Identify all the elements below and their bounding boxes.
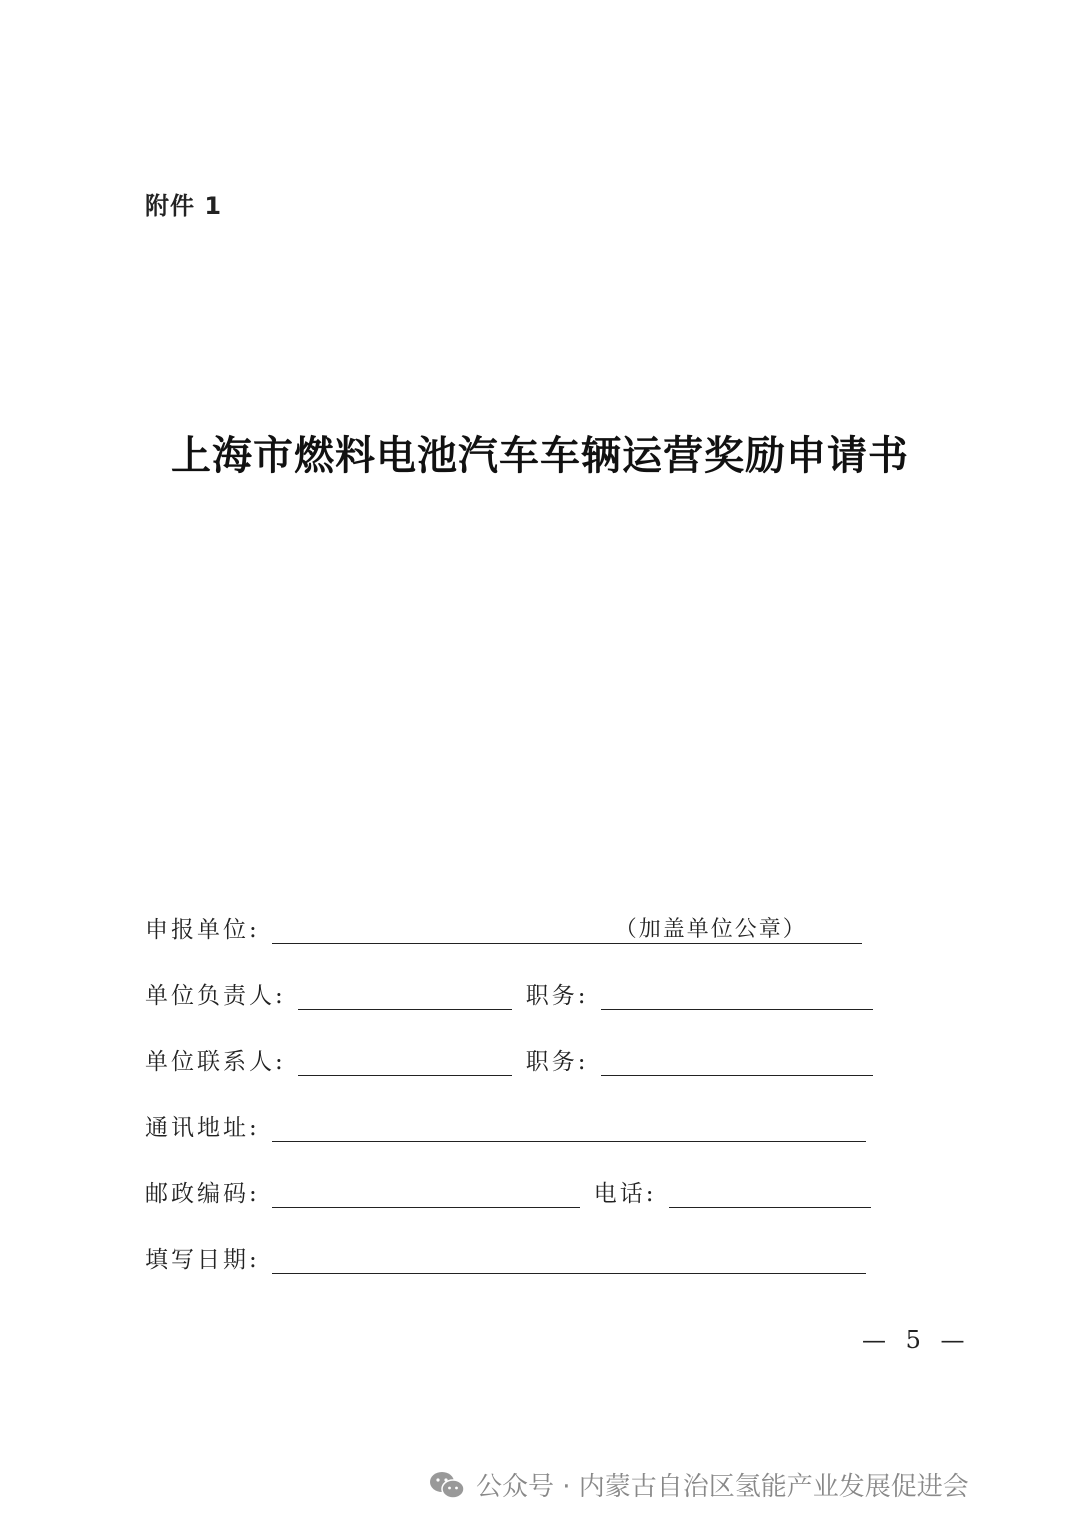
address-label: 通讯地址: <box>145 1115 260 1141</box>
contact-position-label: 职务: <box>525 1049 589 1075</box>
postcode-row <box>145 1142 885 1208</box>
watermark <box>428 1466 969 1503</box>
phone-field[interactable] <box>669 1177 871 1208</box>
leader-position-field[interactable] <box>601 979 873 1010</box>
wechat-icon <box>428 1469 466 1501</box>
date-row <box>145 1208 885 1274</box>
applicant-label: 申报单位: <box>145 917 260 943</box>
seal-note: （加盖单位公章） <box>614 917 807 942</box>
leader-field[interactable] <box>298 979 512 1010</box>
applicant-field[interactable] <box>272 913 862 944</box>
contact-field[interactable] <box>298 1045 512 1076</box>
document-title: 上海市燃料电池汽车车辆运营奖励申请书 <box>171 432 909 479</box>
postcode-label: 邮政编码: <box>145 1181 260 1207</box>
leader-position-label: 职务: <box>525 983 589 1009</box>
page-number: — 5 — <box>862 1326 971 1354</box>
leader-label: 单位负责人: <box>145 983 286 1009</box>
contact-row <box>145 1010 885 1076</box>
leader-row <box>145 944 885 1010</box>
attachment-label: 附件 1 <box>145 192 223 220</box>
application-form <box>145 878 885 1274</box>
applicant-row <box>145 878 885 944</box>
watermark-text: 公众号 · 内蒙古自治区氢能产业发展促进会 <box>476 1472 969 1502</box>
address-row <box>145 1076 885 1142</box>
date-label: 填写日期: <box>145 1247 260 1273</box>
contact-label: 单位联系人: <box>145 1049 286 1075</box>
date-field[interactable] <box>272 1243 866 1274</box>
phone-label: 电话: <box>593 1181 657 1207</box>
contact-position-field[interactable] <box>601 1045 873 1076</box>
address-field[interactable] <box>272 1111 866 1142</box>
postcode-field[interactable] <box>272 1177 580 1208</box>
